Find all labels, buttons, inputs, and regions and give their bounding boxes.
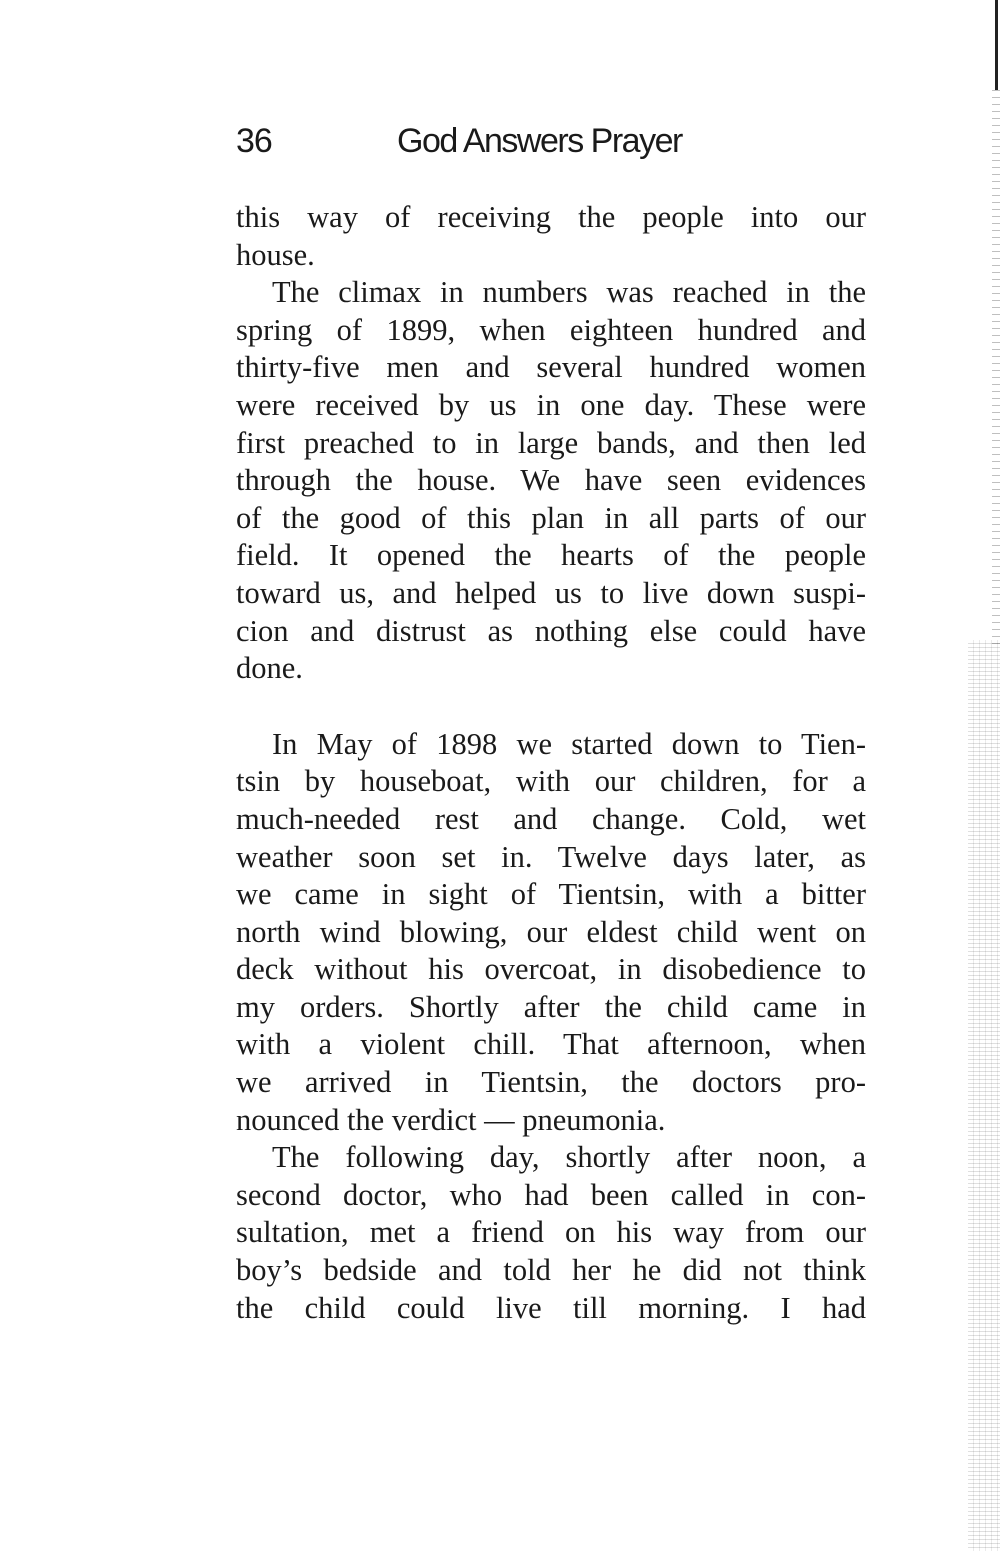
- text-line: In May of 1898 we started down to Tien-: [272, 726, 866, 761]
- text-line: spring of 1899, when eighteen hundred and: [236, 312, 866, 347]
- text-line: house.: [236, 237, 315, 272]
- text-line: the child could live till morning. I had: [236, 1290, 866, 1325]
- text-line: tsin by houseboat, with our children, for a: [236, 764, 866, 799]
- text-line: we arrived in Tientsin, the doctors pro-: [236, 1065, 866, 1100]
- text-line: thirty-five men and several hundred women: [236, 350, 866, 385]
- body-text: [236, 199, 866, 1327]
- text-line: weather soon set in. Twelve days later, as: [236, 839, 866, 874]
- text-line: of the good of this plan in all parts of our: [236, 500, 866, 535]
- text-line: The following day, shortly after noon, a: [272, 1140, 866, 1175]
- text-line: field. It opened the hearts of the people: [236, 538, 866, 573]
- paragraph: [236, 726, 866, 1140]
- section-break: [236, 688, 866, 726]
- text-line: much-needed rest and change. Cold, wet: [236, 801, 866, 836]
- text-line: second doctor, who had been called in con-: [236, 1177, 866, 1212]
- page-edge-speckle: [968, 640, 1000, 1551]
- text-line: done.: [236, 651, 303, 686]
- text-line: with a violent chill. That afternoon, when: [236, 1027, 866, 1062]
- text-line: we came in sight of Tientsin, with a bitter: [236, 877, 866, 912]
- text-line: my orders. Shortly after the child came in: [236, 989, 866, 1024]
- paragraph: [236, 199, 866, 274]
- text-line: nounced the verdict — pneumonia.: [236, 1102, 666, 1137]
- text-line: north wind blowing, our eldest child went on: [236, 914, 866, 949]
- text-line: toward us, and helped us to live down suspi-: [236, 575, 866, 610]
- text-line: through the house. We have seen evidences: [236, 463, 866, 498]
- paragraph: [236, 1139, 866, 1327]
- text-line: first preached to in large bands, and then led: [236, 425, 866, 460]
- page-edge-mark: [995, 0, 998, 90]
- running-title: God Answers Prayer: [397, 122, 682, 160]
- text-line: sultation, met a friend on his way from our: [236, 1215, 866, 1250]
- text-line: The climax in numbers was reached in the: [272, 275, 866, 310]
- page-number: 36: [236, 122, 272, 160]
- text-line: boy’s bedside and told her he did not think: [236, 1253, 866, 1288]
- text-line: cion and distrust as nothing else could have: [236, 613, 866, 648]
- text-line: were received by us in one day. These were: [236, 387, 866, 422]
- running-header: [236, 122, 866, 174]
- page-edge-speckle-top: [992, 90, 1000, 650]
- text-line: deck without his overcoat, in disobedience to: [236, 952, 866, 987]
- paragraph: [236, 274, 866, 688]
- text-line: this way of receiving the people into our: [236, 200, 866, 234]
